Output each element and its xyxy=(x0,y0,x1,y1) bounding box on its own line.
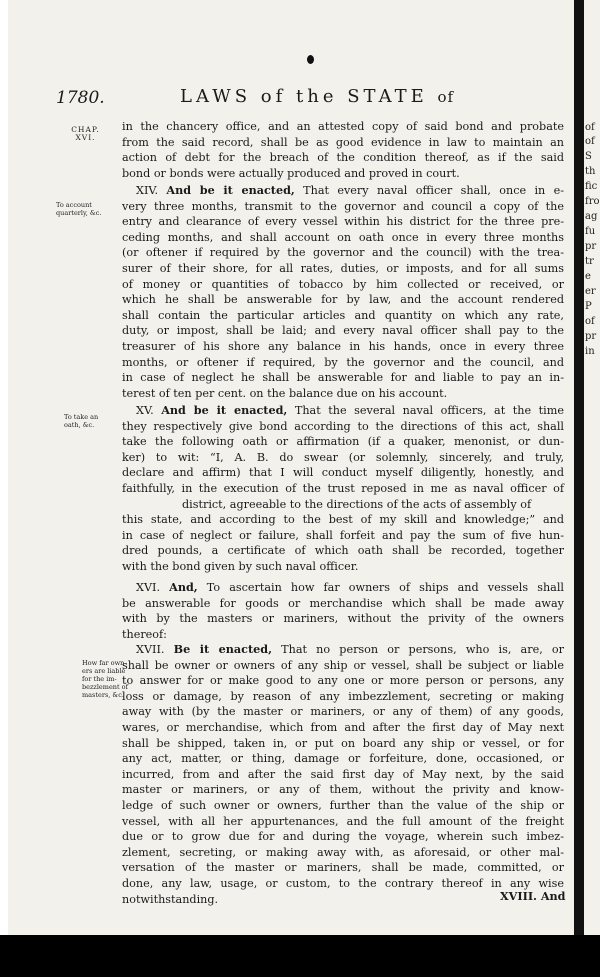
adjacent-page-fragment: pr xyxy=(585,331,597,342)
text-line xyxy=(122,403,564,419)
text-line: declare and affirm) that I will conduct myself diligently, honestly, and xyxy=(122,466,564,480)
running-head-part1: LAWS of the xyxy=(180,86,338,107)
book-page xyxy=(8,0,574,977)
text-line: shall be shipped, taken in, or put on board any ship or vessel, or for xyxy=(122,736,564,750)
text-line: in case of neglect or failure, shall forfeit and pay the sum of five hun- xyxy=(122,528,564,542)
text-line: master or mariners, or any of them, without the privity and know- xyxy=(122,783,564,797)
text-fragment: That every naval officer shall, once in e- xyxy=(303,184,564,197)
adjacent-page-fragment: tr xyxy=(585,256,594,267)
text-line: they respectively give bond according to the directions of this act, shall xyxy=(122,419,564,433)
chapter-number: XVI. xyxy=(75,133,96,142)
text-line: notwithstanding. xyxy=(122,892,219,906)
text-line: entry and clearance of every vessel within his district for the three pre- xyxy=(122,215,564,229)
enacting-phrase: Be it enacted, xyxy=(173,642,272,656)
text-line: surer of their shore, for all rates, duties, or imposts, and for all sums xyxy=(122,261,564,275)
section-number: XVI. xyxy=(136,581,161,594)
paragraph-continuation xyxy=(122,119,564,181)
text-line: treasurer of his shore any balance in his hands, once in every three xyxy=(122,339,564,353)
text-line: be answerable for goods or merchandise which shall be made away xyxy=(122,596,564,610)
text-line: dred pounds, a certificate of which oath shall be recorded, together xyxy=(122,544,564,558)
adjacent-page-fragment: P xyxy=(585,301,592,312)
catchword: XVIII. And xyxy=(500,889,566,903)
adjacent-page-fragment: er xyxy=(585,286,596,297)
adjacent-page-fragment: of xyxy=(585,122,595,133)
text-line: due or to grow due for and during the voyage, wherein such imbez- xyxy=(122,830,564,844)
text-fragment: That the several naval officers, at the time xyxy=(294,404,564,417)
text-line: zlement, secreting, or making away with, as aforesaid, or other mal- xyxy=(122,845,564,859)
page-gutter xyxy=(574,0,584,977)
text-line: with the bond given by such naval officer. xyxy=(122,559,359,573)
adjacent-page-fragment: th xyxy=(585,166,596,177)
scan-bottom-border xyxy=(0,935,600,977)
margin-note-line: ers are liable xyxy=(82,667,126,675)
enacting-phrase: And, xyxy=(169,580,198,594)
text-line: ceding months, and shall account on oath once in every three months xyxy=(122,230,564,244)
adjacent-page-fragment: fic xyxy=(585,181,598,192)
enacting-phrase: And be it enacted, xyxy=(166,183,295,197)
margin-note-line: To take an xyxy=(64,413,99,421)
text-line: ker) to wit: “I, A. B. do swear (or solemnly, sincerely, and truly, xyxy=(122,450,564,464)
text-line: any act, matter, or thing, damage or forfeiture, done, occasioned, or xyxy=(122,752,564,766)
adjacent-page-fragment: ag xyxy=(585,211,598,222)
margin-note-line: oath, &c. xyxy=(64,421,95,429)
margin-note-line: To account xyxy=(56,201,92,209)
text-line: from the said record, shall be as good evidence in law to maintain an xyxy=(122,135,564,149)
text-line: wares, or merchandise, which from and after the first day of May next xyxy=(122,720,564,734)
section-xvii xyxy=(122,642,564,907)
text-line: incurred, from and after the said first day of May next, by the said xyxy=(122,767,564,781)
text-line: done, any law, usage, or custom, to the contrary thereof in any wise xyxy=(122,876,564,890)
text-line: ledge of such owner or owners, further than the value of the ship or xyxy=(122,798,564,812)
text-line: faithfully, in the execution of the trust reposed in me as naval officer of xyxy=(122,481,564,495)
text-fragment: That no person or persons, who is, are, or xyxy=(281,643,565,656)
section-xv xyxy=(122,403,564,575)
chapter-label: CHAP. xyxy=(71,125,100,134)
text-line xyxy=(122,642,564,658)
text-line: versation of the master or mariners, shall be made, committed, or xyxy=(122,861,564,875)
margin-note-line: for the im- xyxy=(82,675,117,683)
text-line: with by the masters or mariners, without the privity of the owners xyxy=(122,612,564,626)
text-line: district, agreeable to the directions of the acts of assembly of xyxy=(182,497,532,511)
adjacent-page-fragment: in xyxy=(585,346,595,357)
adjacent-page-fragment: S xyxy=(585,151,592,162)
adjacent-page-fragment: of xyxy=(585,316,595,327)
adjacent-page-edge xyxy=(584,0,600,977)
text-line: take the following oath or affirmation (if a quaker, menonist, or dun- xyxy=(122,435,564,449)
adjacent-page-fragment: pr xyxy=(585,241,597,252)
ink-dot xyxy=(307,55,314,64)
text-line: shall contain the particular articles and quantity on which any rate, xyxy=(122,308,564,322)
text-line: action of debt for the breach of the condition thereof, as if the said xyxy=(122,151,564,165)
page-header xyxy=(56,86,526,112)
text-line: in the chancery office, and an attested copy of said bond and probate xyxy=(122,120,564,133)
section-number: XIV. xyxy=(136,184,159,197)
text-line: which he shall be answerable for by law, and the account rendered xyxy=(122,293,564,307)
text-line: very three months, transmit to the governor and council a copy of the xyxy=(122,199,564,213)
text-line xyxy=(122,580,564,596)
text-line: thereof: xyxy=(122,627,167,641)
text-line: loss or damage, by reason of any imbezzlement, secreting or making xyxy=(122,689,564,703)
margin-note-line: bezzlement of xyxy=(82,683,128,691)
text-line: away with (by the master or mariners, or any of them) of any goods, xyxy=(122,705,564,719)
text-line: shall be owner or owners of any ship or vessel, shall be subject or liable xyxy=(122,658,564,672)
running-head-part3: of xyxy=(437,88,455,106)
running-head xyxy=(180,86,454,107)
text-line: duty, or impost, shall be laid; and every naval officer shall pay to the xyxy=(122,324,564,338)
text-fragment: To ascertain how far owners of ships and vessels shall xyxy=(206,581,564,594)
enacting-phrase: And be it enacted, xyxy=(161,403,288,417)
adjacent-page-fragment: fu xyxy=(585,226,596,237)
text-line: (or oftener if required by the governor and the council) with the trea- xyxy=(122,246,564,260)
margin-note-line: quarterly, &c. xyxy=(56,209,102,217)
text-line: months, or oftener if required, by the governor and the council, and xyxy=(122,355,564,369)
text-line: bond or bonds were actually produced and proved in court. xyxy=(122,166,460,180)
adjacent-page-fragment: e xyxy=(585,271,591,282)
section-xvi xyxy=(122,580,564,642)
section-xiv xyxy=(122,183,564,401)
text-line: terest of ten per cent. on the balance due on his account. xyxy=(122,386,448,400)
chapter-note xyxy=(58,126,113,142)
page-number: 1780. xyxy=(56,88,105,108)
section-number: XVII. xyxy=(136,643,165,656)
text-line: in case of neglect he shall be answerable for and liable to pay an in- xyxy=(122,371,564,385)
running-head-part2: STATE xyxy=(347,86,428,107)
text-line: this state, and according to the best of my skill and knowledge;” and xyxy=(122,513,564,527)
margin-note-line: How far own- xyxy=(82,659,127,667)
adjacent-page-fragment: of xyxy=(585,136,595,147)
text-line: of money or quantities of tobacco by him collected or received, or xyxy=(122,277,564,291)
margin-note-line: masters, &c. xyxy=(82,691,124,699)
text-line: to answer for or make good to any one or more person or persons, any xyxy=(122,674,564,688)
section-number: XV. xyxy=(136,404,154,417)
adjacent-page-fragment: fro xyxy=(585,196,600,207)
text-line: vessel, with all her appurtenances, and the full amount of the freight xyxy=(122,814,564,828)
text-line xyxy=(122,183,564,199)
